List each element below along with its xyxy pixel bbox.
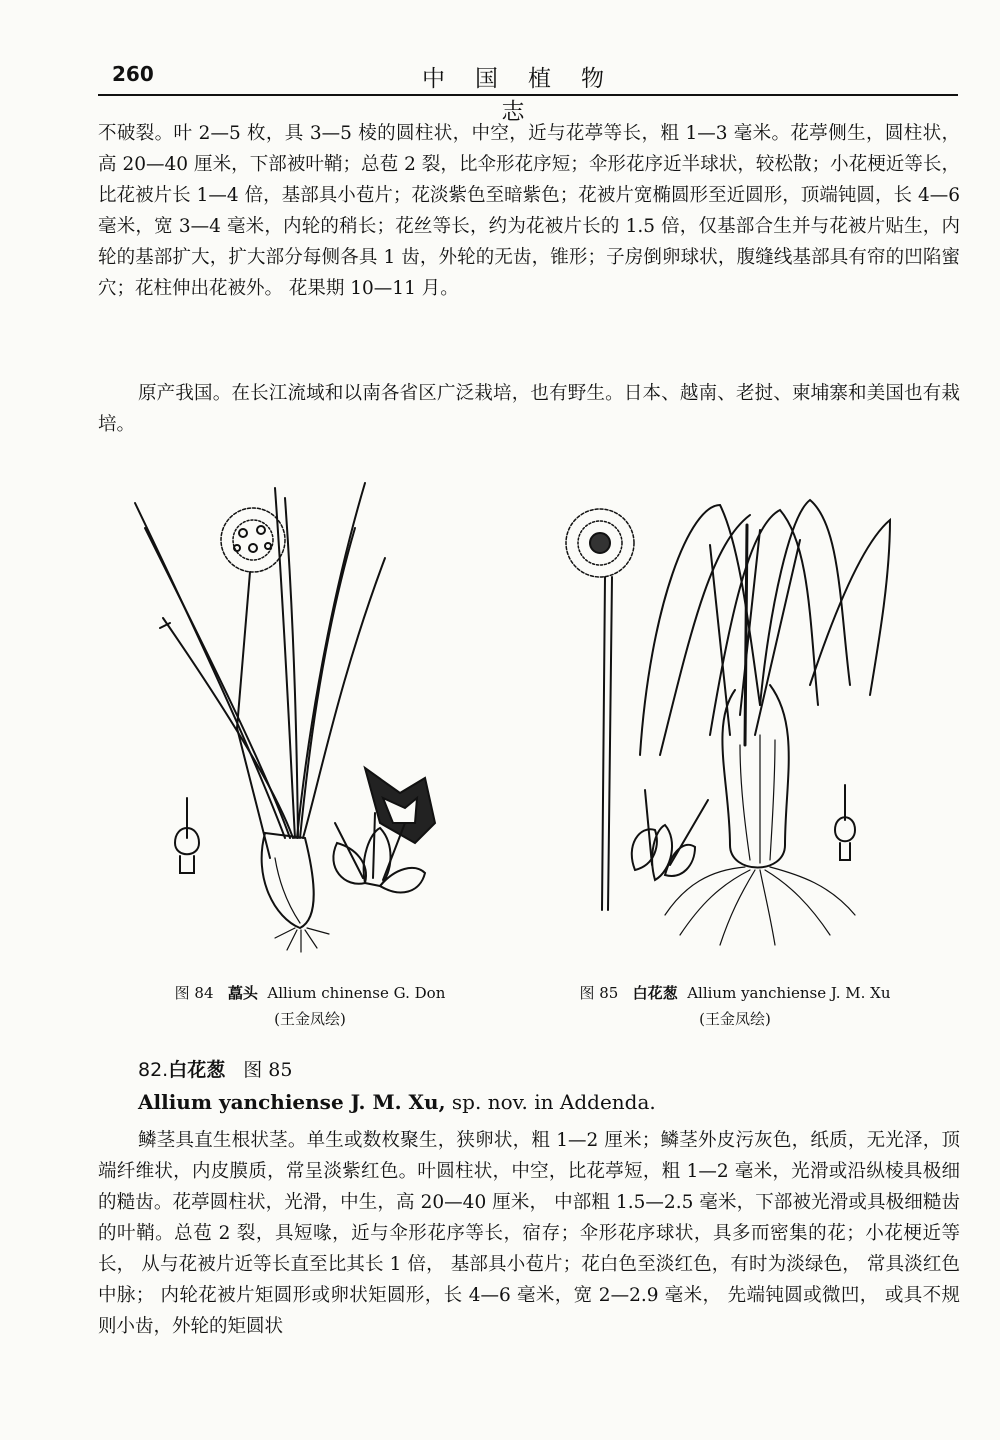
figure-latin: Allium yanchiense J. M. Xu (687, 984, 891, 1002)
figure-label: 图 85 (579, 984, 619, 1002)
page-header (98, 62, 958, 125)
pistil-detail (835, 785, 855, 860)
paragraph-species-description: 鳞茎具直生根状茎。单生或数枚聚生，狭卵状，粗 1—2 厘米；鳞茎外皮污灰色，纸质，无光泽，顶端纤维状，内皮膜质，常呈淡紫红色。叶圆柱状，中空，比花葶短，粗 1—2 毫米，光滑或沿纵棱具极细的糙齿。花葶圆柱状，光滑，中生，高 20—40 厘米， 中部粗 1.5—2.5 毫米，下部被光滑或具极细糙齿的叶鞘。总苞 2 裂，具短喙，近与伞形花序等长，宿存；伞形花序球状，具多而密集的花；小花梗近等长， 从与花被片近等长直至比其长 1 倍， 基部具小苞片；花白色至淡红色，有时为淡绿色， 常具淡红色中脉； 内轮花被片矩圆形或卵状矩圆形，长 4—6 毫米，宽 2—2.9 毫米， 先端钝圆或微凹， 或具不规则小齿，外轮的矩圆状 (98, 1130, 960, 1337)
figure-84-caption (140, 980, 480, 1032)
flower-head (221, 508, 285, 572)
figure-85-caption (545, 980, 925, 1032)
latin-name: Allium yanchiense J. M. Xu, (138, 1090, 446, 1114)
roots (665, 867, 855, 945)
paragraph-description: 不破裂。叶 2—5 枚，具 3—5 棱的圆柱状，中空，近与花葶等长，粗 1—3 毫米。花葶侧生，圆柱状，高 20—40 厘米，下部被叶鞘；总苞 2 裂，比伞形花序短；伞形花序近半球状，较松散；小花梗近等长，比花被片长 1—4 倍，基部具小苞片；花淡紫色至暗紫色；花被片宽椭圆形至近圆形，顶端钝圆，长 4—6 毫米，宽 3—4 毫米，内轮的稍长；花丝等长，约为花被片长的 1.5 倍，仅基部合生并与花被片贴生，内轮的基部扩大，扩大部分每侧各具 1 齿，外轮的无齿，锥形；子房倒卵球状，腹缝线基部具有帘的凹陷蜜穴；花柱伸出花被外。 花果期 10—11 月。 (98, 123, 960, 299)
page-number: 260 (112, 62, 154, 86)
section-figure-ref: 图 85 (243, 1059, 293, 1081)
flower-head (566, 509, 634, 577)
figure-artist: (王金凤绘) (699, 1010, 771, 1028)
figure-name: 白花葱 (632, 984, 678, 1002)
section-name: 白花葱 (168, 1059, 226, 1081)
figure-84-illustration (125, 478, 465, 968)
figure-name: 藠头 (227, 984, 258, 1002)
figure-artist: (王金凤绘) (274, 1010, 346, 1028)
flower-detail (632, 790, 708, 880)
latin-note: sp. nov. in Addenda. (451, 1090, 656, 1114)
figure-85-illustration (560, 485, 900, 955)
figure-label: 图 84 (174, 984, 214, 1002)
pistil-detail (175, 798, 199, 873)
figure-latin: Allium chinense G. Don (267, 984, 446, 1002)
latin-heading (138, 1090, 656, 1114)
book-title: 中国植物志 (422, 66, 634, 125)
section-number: 82. (138, 1059, 169, 1081)
paragraph-distribution: 原产我国。在长江流域和以南各省区广泛栽培，也有野生。日本、越南、老挝、柬埔寨和美国也有栽培。 (98, 383, 960, 435)
section-heading (138, 1055, 292, 1082)
